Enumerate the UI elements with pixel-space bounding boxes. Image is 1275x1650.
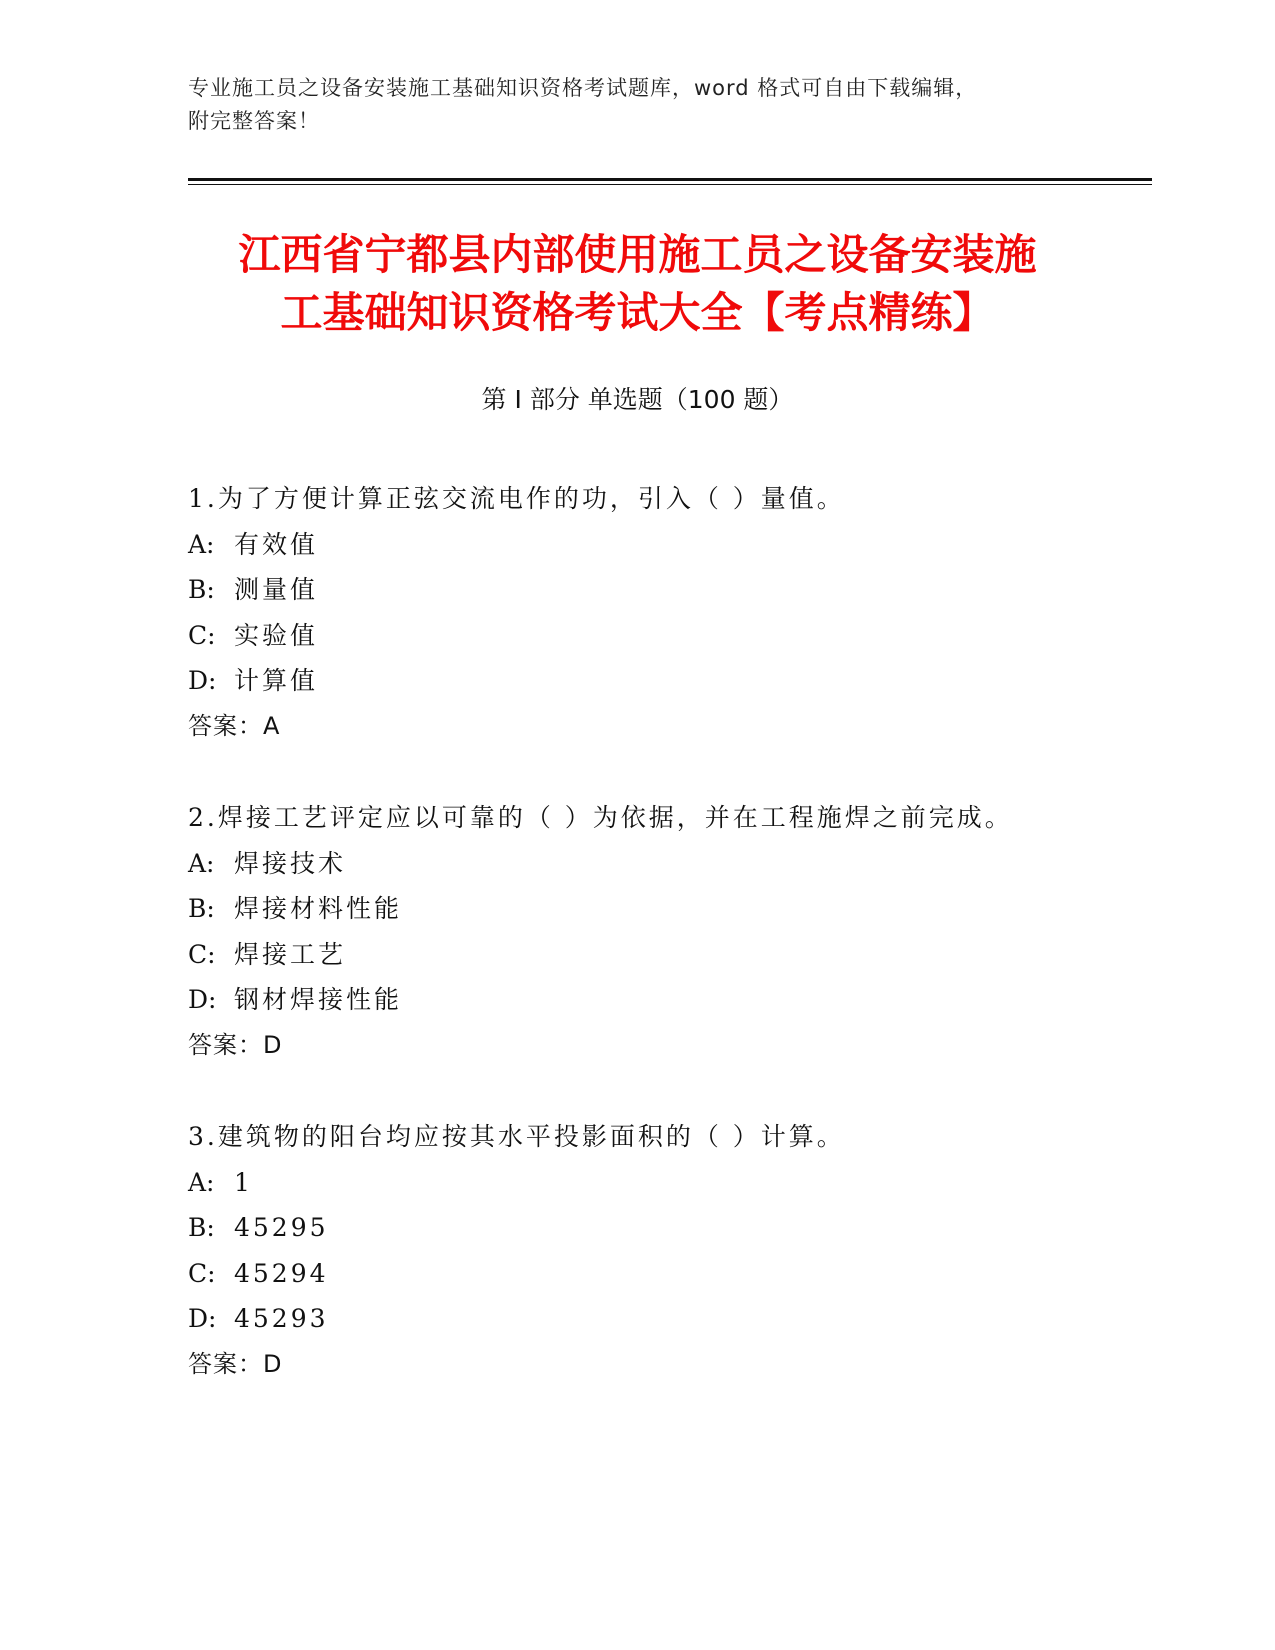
option-text: 45293 (234, 1304, 329, 1333)
option-letter: A: (188, 529, 215, 559)
option-a (188, 522, 1128, 568)
question-stem: 2.焊接工艺评定应以可靠的（ ）为依据，并在工程施焊之前完成。 (188, 803, 1013, 832)
option-text: 实验值 (234, 620, 319, 650)
question-stem: 1.为了方便计算正弦交流电作的功，引入（ ）量值。 (188, 484, 845, 513)
option-text: 焊接技术 (234, 848, 347, 878)
option-c (188, 613, 1128, 659)
question-1 (188, 476, 1128, 749)
option-letter: B: (188, 575, 215, 604)
option-text: 计算值 (234, 666, 319, 695)
header-note (188, 72, 1068, 138)
option-text: 45295 (234, 1213, 329, 1242)
option-text: 测量值 (234, 575, 319, 604)
option-letter: D: (188, 666, 217, 695)
document-title-line-1: 江西省宁都县内部使用施工员之设备安装施 (238, 230, 1037, 279)
question-3 (188, 1114, 1128, 1387)
option-letter: C: (188, 620, 216, 650)
header-divider-thin (188, 184, 1152, 185)
option-letter: C: (188, 939, 216, 969)
question-2 (188, 795, 1128, 1068)
option-a (188, 1160, 1128, 1206)
answer-line: 答案：A (188, 711, 281, 740)
section-heading: 第 I 部分 单选题（100 题） (481, 385, 794, 414)
answer-line: 答案：D (188, 1030, 283, 1059)
option-letter: A: (188, 1167, 215, 1197)
option-letter: B: (188, 894, 215, 923)
header-note-line-2: 附完整答案！ (188, 109, 320, 133)
header-divider-thick (188, 178, 1152, 181)
option-d (188, 977, 1128, 1023)
option-text: 45294 (234, 1258, 329, 1288)
option-letter: D: (188, 985, 217, 1014)
document-title-line-2: 工基础知识资格考试大全【考点精练】 (280, 288, 995, 337)
option-c (188, 1251, 1128, 1297)
header-note-line-1: 专业施工员之设备安装施工基础知识资格考试题库，word 格式可自由下载编辑， (188, 76, 978, 100)
option-b (188, 886, 1128, 932)
document-title (150, 226, 1125, 342)
answer-line: 答案：D (188, 1349, 283, 1378)
option-text: 有效值 (234, 529, 319, 559)
option-text: 焊接工艺 (234, 939, 347, 969)
option-letter: B: (188, 1213, 215, 1242)
option-b (188, 1205, 1128, 1251)
option-text: 钢材焊接性能 (234, 985, 403, 1014)
option-b (188, 567, 1128, 613)
option-d (188, 658, 1128, 704)
question-stem: 3.建筑物的阳台均应按其水平投影面积的（ ）计算。 (188, 1122, 845, 1151)
option-letter: D: (188, 1304, 217, 1333)
option-letter: C: (188, 1258, 216, 1288)
option-a (188, 841, 1128, 887)
option-text: 焊接材料性能 (234, 894, 403, 923)
option-text: 1 (234, 1167, 253, 1197)
option-c (188, 932, 1128, 978)
option-letter: A: (188, 848, 215, 878)
option-d (188, 1296, 1128, 1342)
